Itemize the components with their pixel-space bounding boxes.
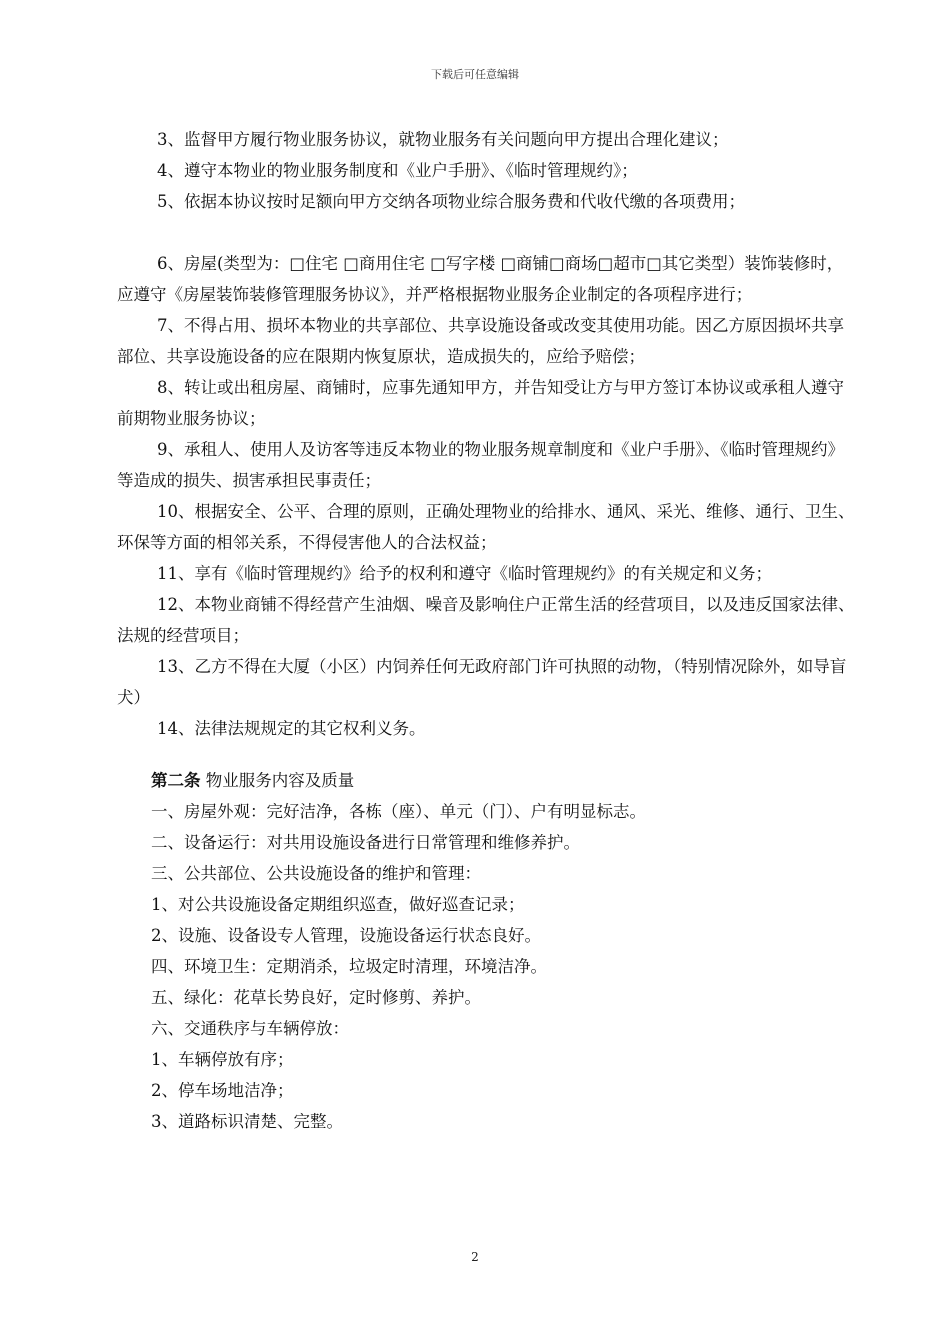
section-item: 三、公共部位、公共设施设备的维护和管理： <box>151 864 481 883</box>
section-item: 3、道路标识清楚、完整。 <box>151 1112 343 1131</box>
section-item: 二、设备运行：对共用设施设备进行日常管理和维修养护。 <box>151 833 580 852</box>
section-title: 物业服务内容及质量 <box>205 771 355 790</box>
clause-4: 4、遵守本物业的物业服务制度和《业户手册》、《临时管理规约》； <box>157 161 638 180</box>
section-item: 四、环境卫生：定期消杀，垃圾定时清理，环境洁净。 <box>151 957 547 976</box>
clause-5: 5、依据本协议按时足额向甲方交纳各项物业综合服务费和代收代缴的各项费用； <box>157 192 745 211</box>
section-item: 五、绿化：花草长势良好，定时修剪、养护。 <box>151 988 481 1007</box>
page-header: 下载后可任意编辑 <box>431 68 519 81</box>
section-item: 1、对公共设施设备定期组织巡查，做好巡查记录； <box>151 895 525 914</box>
clause-3: 3、监督甲方履行物业服务协议，就物业服务有关问题向甲方提出合理化建议； <box>157 130 729 149</box>
section-item: 六、交通秩序与车辆停放： <box>151 1019 349 1038</box>
clause-6: 6、房屋(类型为：□住宅 □商用住宅 □写字楼 □商铺□商场□超市□其它类型）装饰装修时，应遵守《房屋装饰装修管理服务协议》，并严格根据物业服务企业制定的各项程序进行； <box>117 254 844 304</box>
document-body <box>117 124 855 1137</box>
page-number: 2 <box>471 1250 479 1264</box>
clause-13: 13、乙方不得在大厦（小区）内饲养任何无政府部门许可执照的动物，（特别情况除外，如导盲犬） <box>117 657 847 707</box>
clause-11: 11、享有《临时管理规约》给予的权利和遵守《临时管理规约》的有关规定和义务； <box>157 564 772 583</box>
section-item: 2、停车场地洁净； <box>151 1081 294 1100</box>
clause-14: 14、法律法规规定的其它权利义务。 <box>157 719 426 738</box>
clause-10: 10、根据安全、公平、合理的原则，正确处理物业的给排水、通风、采光、维修、通行、卫生、环保等方面的相邻关系，不得侵害他人的合法权益； <box>117 502 855 552</box>
section-label: 第二条 <box>151 771 201 790</box>
clause-8: 8、转让或出租房屋、商铺时，应事先通知甲方，并告知受让方与甲方签订本协议或承租人遵守前期物业服务协议； <box>117 378 844 428</box>
section-item: 一、房屋外观：完好洁净，各栋（座）、单元（门）、户有明显标志。 <box>151 802 646 821</box>
section-item: 1、车辆停放有序； <box>151 1050 294 1069</box>
clause-7: 7、不得占用、损坏本物业的共享部位、共享设施设备或改变其使用功能。因乙方原因损坏共享部位、共享设施设备的应在限期内恢复原状，造成损失的，应给予赔偿； <box>117 316 844 366</box>
clause-12: 12、本物业商铺不得经营产生油烟、噪音及影响住户正常生活的经营项目，以及违反国家法律、法规的经营项目； <box>117 595 855 645</box>
section-item: 2、设施、设备设专人管理，设施设备运行状态良好。 <box>151 926 541 945</box>
clause-9: 9、承租人、使用人及访客等违反本物业的物业服务规章制度和《业户手册》、《临时管理规约》等造成的损失、损害承担民事责任； <box>117 440 844 490</box>
section-heading <box>117 765 855 796</box>
